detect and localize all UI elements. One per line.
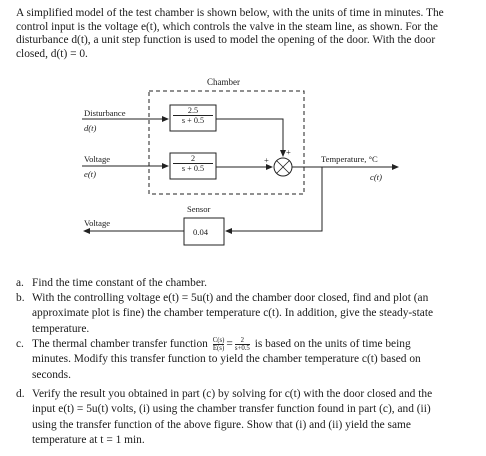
plant-transfer-function [172, 154, 214, 173]
sensor-label: Sensor [187, 204, 211, 214]
sensor-gain: 0.04 [193, 227, 209, 237]
disturbance-label: Disturbance [84, 108, 126, 118]
temperature-label: Temperature, °C [321, 154, 378, 164]
intro-line-3: disturbance d(t), a unit step function is used to model the opening of the door. With the door [16, 34, 436, 47]
output-signal-label: c(t) [370, 172, 382, 182]
tf2-numerator: 2 [190, 154, 196, 163]
intro-line-1: A simplified model of the test chamber is shown below, with the units of time in minutes. The [16, 7, 444, 19]
disturbance-signal-label: d(t) [84, 123, 97, 133]
intro-line-4: closed, d(t) = 0. [16, 47, 88, 60]
sum-sign-left: + [264, 155, 269, 165]
sensor-feedback-arrow [226, 167, 322, 231]
c-fraction-left: $\frac{C(s)}{E(s)}$ [212, 337, 225, 352]
disturbance-transfer-function [172, 106, 214, 125]
sensor-voltage-label: Voltage [84, 218, 111, 228]
voltage-signal-label: e(t) [84, 169, 96, 179]
tf1-denominator: s + 0.5 [181, 116, 205, 125]
intro-line-2: control input is the voltage e(t), which controls the valve in the steam line, as shown. For the [16, 20, 438, 33]
c-fraction-right: $\frac{2}{s+0.5}$ [234, 337, 250, 352]
sum-sign-top: + [286, 147, 291, 157]
tf2-denominator: s + 0.5 [181, 164, 205, 173]
disturbance-path-arrow [216, 119, 283, 156]
chamber-label: Chamber [207, 77, 240, 87]
voltage-label: Voltage [84, 154, 111, 164]
tf1-numerator: 2.5 [187, 106, 199, 115]
